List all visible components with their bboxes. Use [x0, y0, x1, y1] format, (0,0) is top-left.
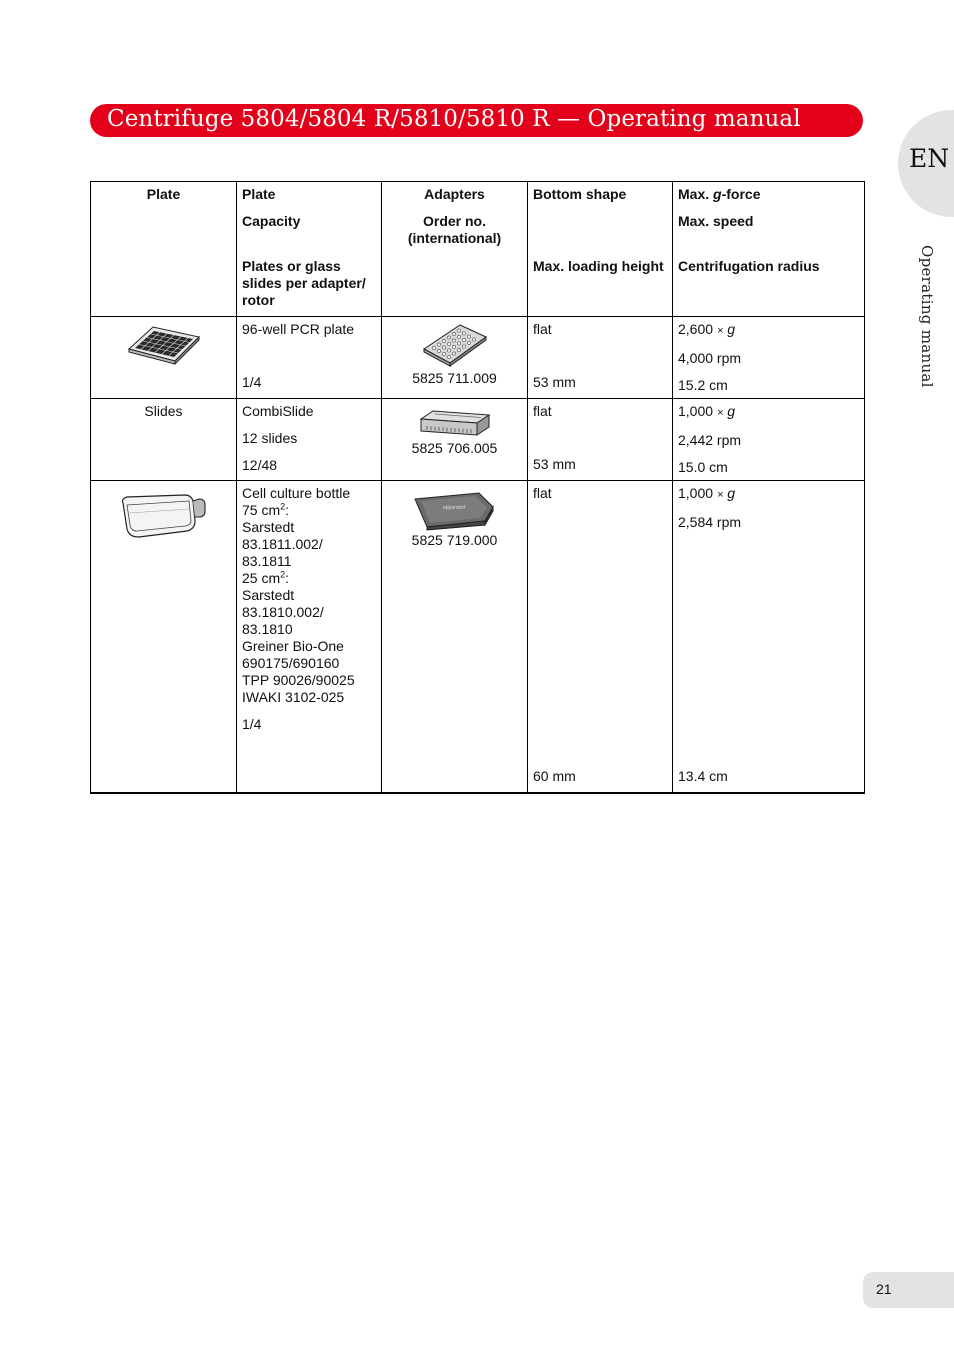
table-row [91, 317, 865, 399]
capacity-cell: CombiSlide 12 slides 12/48 [237, 399, 382, 481]
rotor-adapter-table [90, 181, 865, 794]
table-row [91, 481, 865, 793]
force-cell: 1,000 × g 2,442 rpm 15.0 cm [673, 399, 865, 481]
side-section-label: Operating manual [918, 245, 936, 388]
bottom-shape-cell: flat 53 mm [528, 317, 673, 399]
header-max-force: Max. g-force Max. speed Centrifugation radius [673, 182, 865, 317]
adapter-cell [382, 481, 528, 793]
page-title: Centrifuge 5804/5804 R/5810/5810 R — Operating manual [107, 106, 801, 132]
cell-culture-bottle-icon [119, 491, 209, 539]
header-capacity: Plate Capacity Plates or glass slides per adapter/ rotor [237, 182, 382, 317]
table-row [91, 399, 865, 481]
combislide-adapter-icon [419, 409, 491, 437]
pcr-adapter-icon [420, 323, 490, 367]
page-number: 21 [876, 1281, 892, 1297]
plate-label-cell: Slides [91, 399, 237, 481]
order-number: 5825 706.005 [411, 440, 498, 456]
capacity-cell: Cell culture bottle 75 $cm^2$: Sarstedt 83.1811.002/ 83.1811 25 $cm^2$: Sarstedt 83.1810.002/ 83.1810 Greiner Bio-One 690175/690160 TPP 90026/90025 IWAKI 3102-025 1/4 [237, 481, 382, 793]
order-number: 5825 719.000 [411, 532, 498, 548]
header-adapters: Adapters Order no. (international) [382, 182, 528, 317]
header-bottom-shape: Bottom shape Max. loading height [528, 182, 673, 317]
adapter-cell [382, 317, 528, 399]
plate-image-cell [91, 317, 237, 399]
force-cell: 2,600 × g 4,000 rpm 15.2 cm [673, 317, 865, 399]
adapter-logo-text: eppendorf [442, 505, 466, 511]
title-banner [90, 104, 863, 137]
capacity-cell: 96-well PCR plate 1/4 [237, 317, 382, 399]
bottom-shape-cell: flat 60 mm [528, 481, 673, 793]
table-header-row [91, 182, 865, 317]
adapter-cell [382, 399, 528, 481]
bottom-shape-cell: flat 53 mm [528, 399, 673, 481]
force-cell: 1,000 × g 2,584 rpm 13.4 cm [673, 481, 865, 793]
order-number: 5825 711.009 [412, 370, 497, 386]
plate-image-cell [91, 481, 237, 793]
bottle-adapter-icon [413, 489, 497, 531]
header-plate: Plate [91, 182, 237, 317]
language-code: EN [909, 144, 950, 173]
pcr-plate-icon [127, 325, 201, 365]
